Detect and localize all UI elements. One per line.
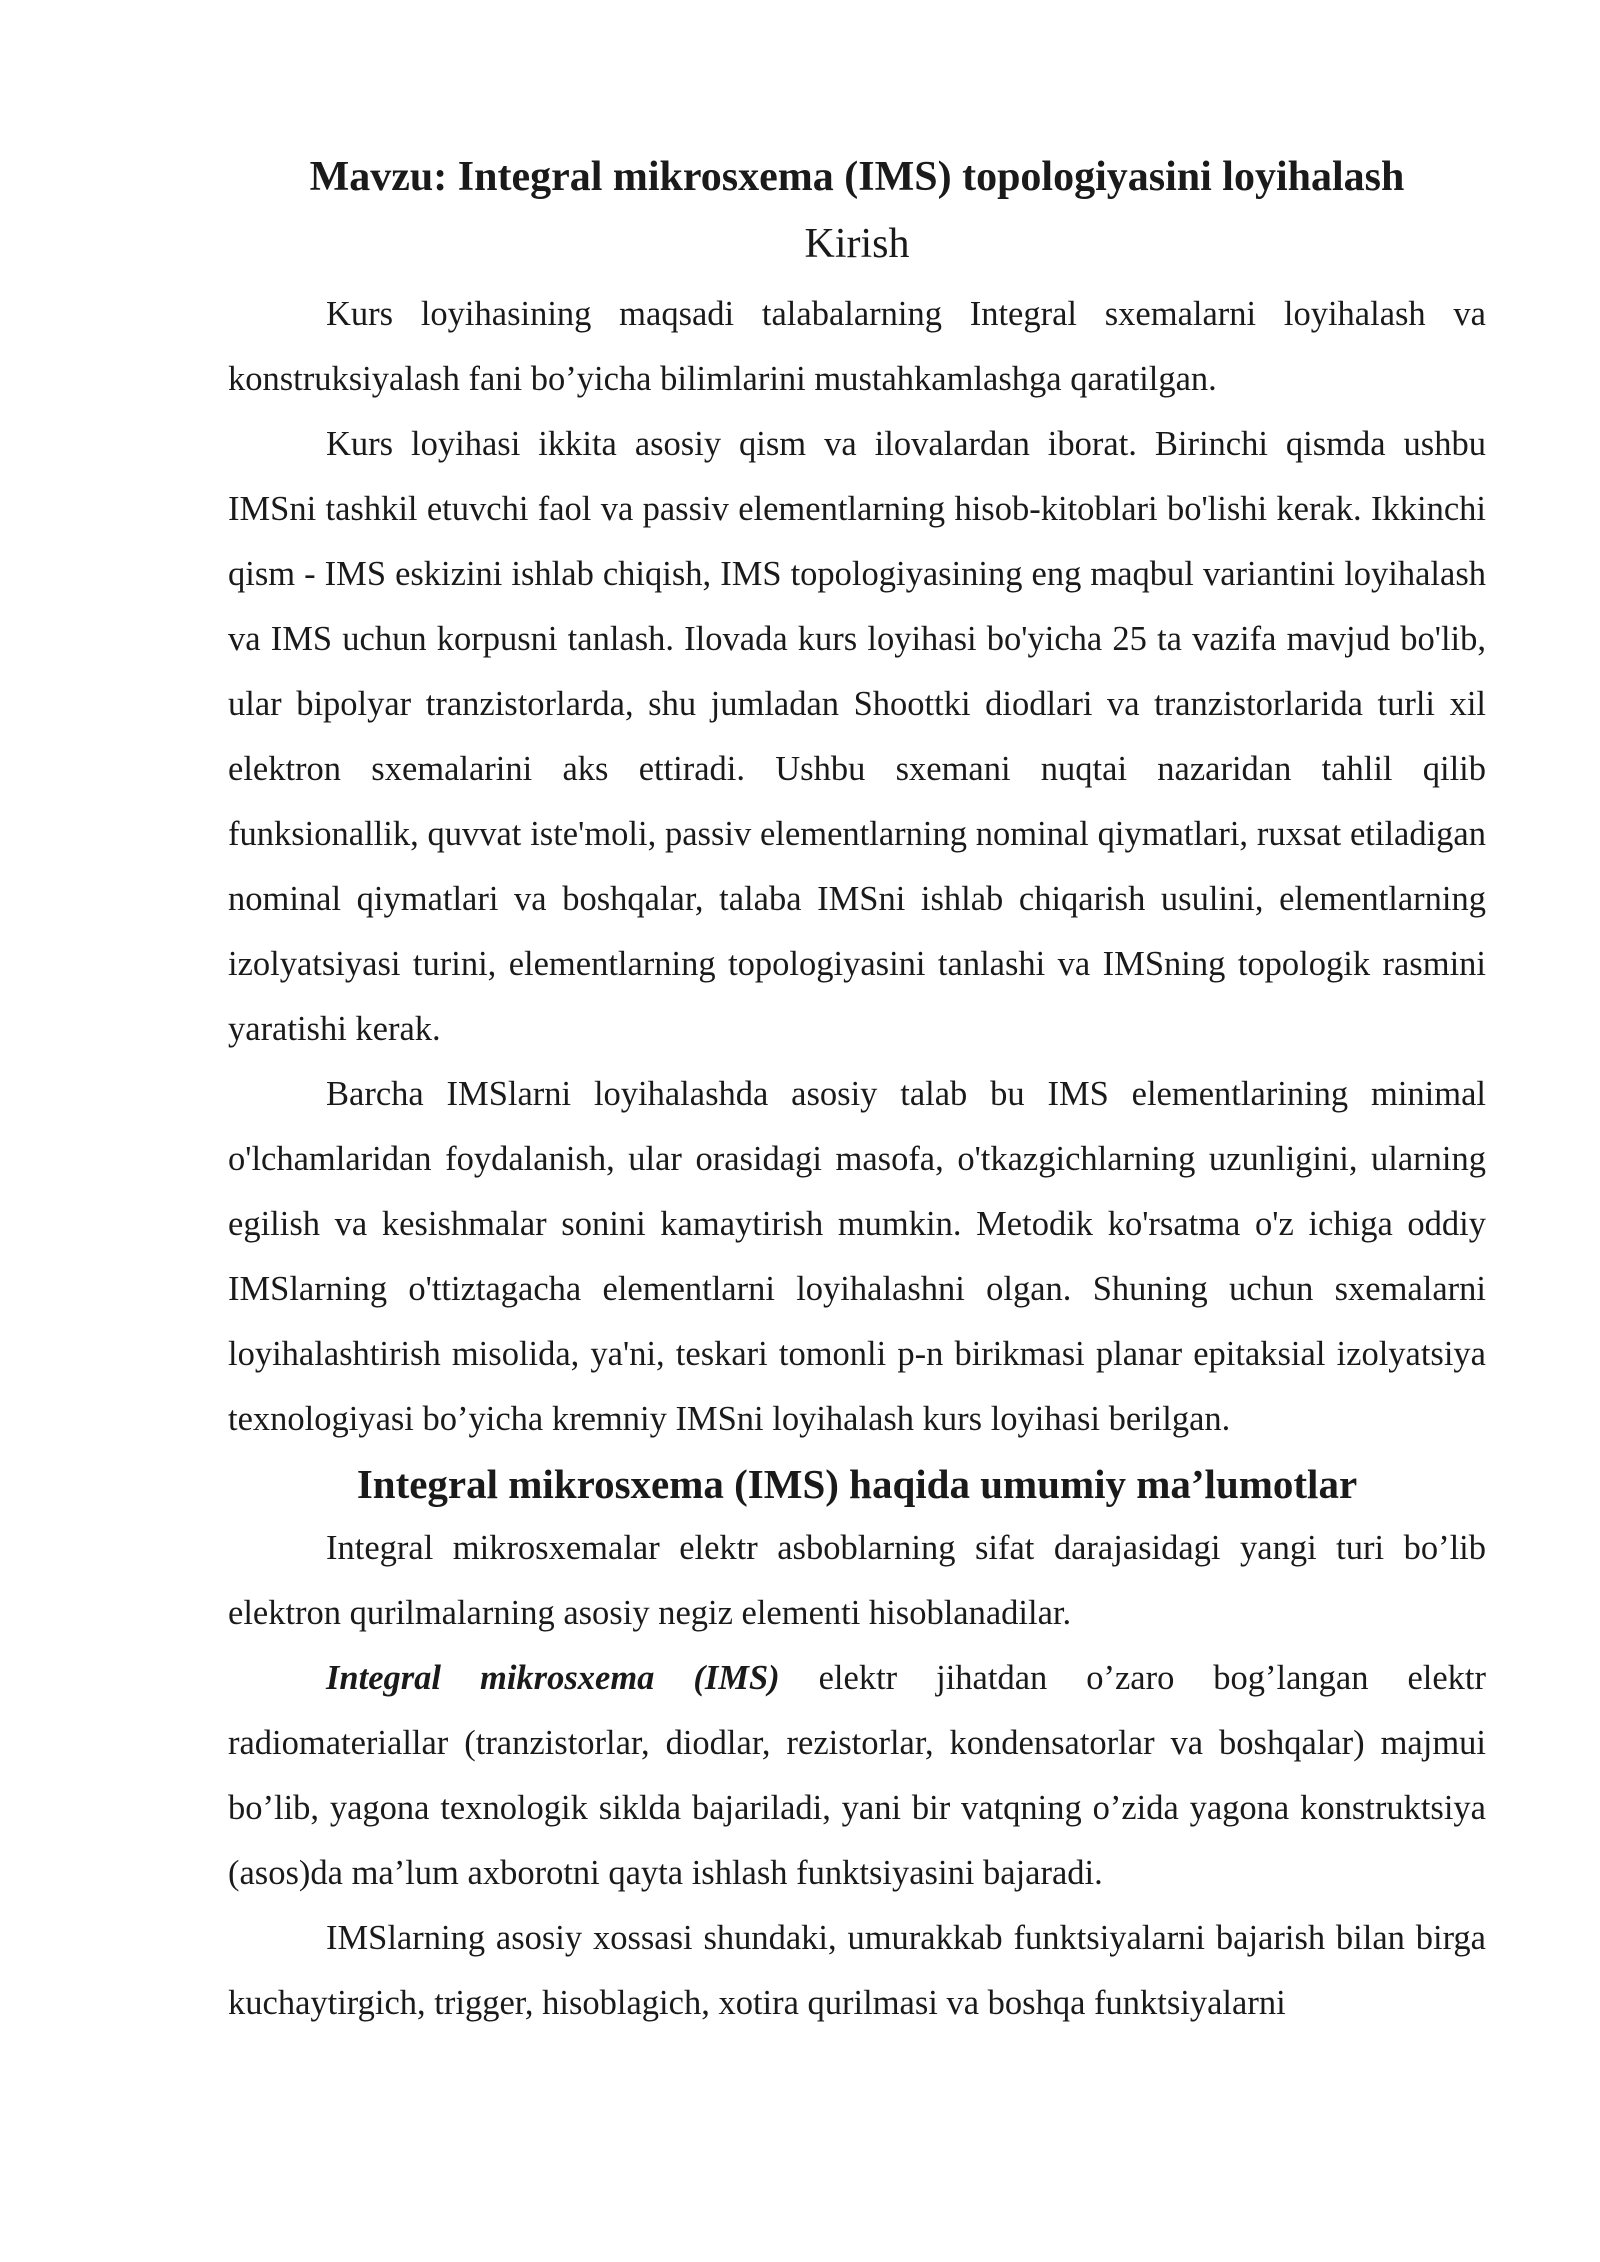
paragraph-intro-1: Kurs loyihasining maqsadi talabalarning Integral sxemalarni loyihalash va konstruksiyalash fani bo’yicha bilimlarini mustahkamlashga qaratilgan. (228, 295, 1486, 398)
document-body (228, 148, 1486, 2036)
paragraph-definition (228, 1646, 1486, 1906)
paragraph-intro-3: Barcha IMSlarni loyihalashda asosiy talab bu IMS elementlarining minimal o'lchamlaridan foydalanish, ular orasidagi masofa, o'tkazgichlarning uzunligini, ularning egilish va kesishmalar sonini kamaytirish mumkin. Metodik ko'rsatma o'z ichiga oddiy IMSlarning o'ttiztagacha elementlarni loyihalashni olgan. Shuning uchun sxemalarni loyihalashtirish misolida, ya'ni, teskari tomonli p-n birikmasi planar epitaksial izolyatsiya texnologiyasi bo’yicha kremniy IMSni loyihalash kurs loyihasi berilgan. (228, 1075, 1486, 1438)
document-subtitle: Kirish (804, 221, 910, 267)
definition-term: Integral mikrosxema (IMS) (326, 1659, 780, 1697)
paragraph-section-3: IMSlarning asosiy xossasi shundaki, umurakkab funktsiyalarni bajarish bilan birga kuchaytirgich, trigger, hisoblagich, xotira qurilmasi va boshqa funktsiyalarni (228, 1919, 1486, 2022)
document-title: Mavzu: Integral mikrosxema (IMS) topologiyasini loyihalash (309, 154, 1405, 200)
paragraph-intro-2: Kurs loyihasi ikkita asosiy qism va ilovalardan iborat. Birinchi qismda ushbu IMSni tashkil etuvchi faol va passiv elementlarning hisob-kitoblari bo'lishi kerak. Ikkinchi qism - IMS eskizini ishlab chiqish, IMS topologiyasining eng maqbul variantini loyihalash va IMS uchun korpusni tanlash. Ilovada kurs loyihasi bo'yicha 25 ta vazifa mavjud bo'lib, ular bipolyar tranzistorlarda, shu jumladan Shoottki diodlari va tranzistorlarida turli xil elektron sxemalarini aks ettiradi. Ushbu sxemani nuqtai nazaridan tahlil qilib funksionallik, quvvat iste'moli, passiv elementlarning nominal qiymatlari, ruxsat etiladigan nominal qiymatlari va boshqalar, talaba IMSni ishlab chiqarish usulini, elementlarning izolyatsiyasi turini, elementlarning topologiyasini tanlashi va IMSning topologik rasmini yaratishi kerak. (228, 425, 1486, 1048)
definition-text: elektr jihatdan o’zaro bog’langan elektr radiomateriallar (tranzistorlar, diodlar, rezistorlar, kondensatorlar va boshqalar) majmui bo’lib, yagona texnologik siklda bajariladi, yani bir vatqning o’zida yagona konstruktsiya (asos)da ma’lum axborotni qayta ishlash funktsiyasini bajaradi. (228, 1659, 1486, 1892)
paragraph-section-1: Integral mikrosxemalar elektr asboblarning sifat darajasidagi yangi turi bo’lib elektron qurilmalarning asosiy negiz elementi hisoblanadilar. (228, 1529, 1486, 1632)
section-title: Integral mikrosxema (IMS) haqida umumiy ma’lumotlar (356, 1461, 1358, 1507)
